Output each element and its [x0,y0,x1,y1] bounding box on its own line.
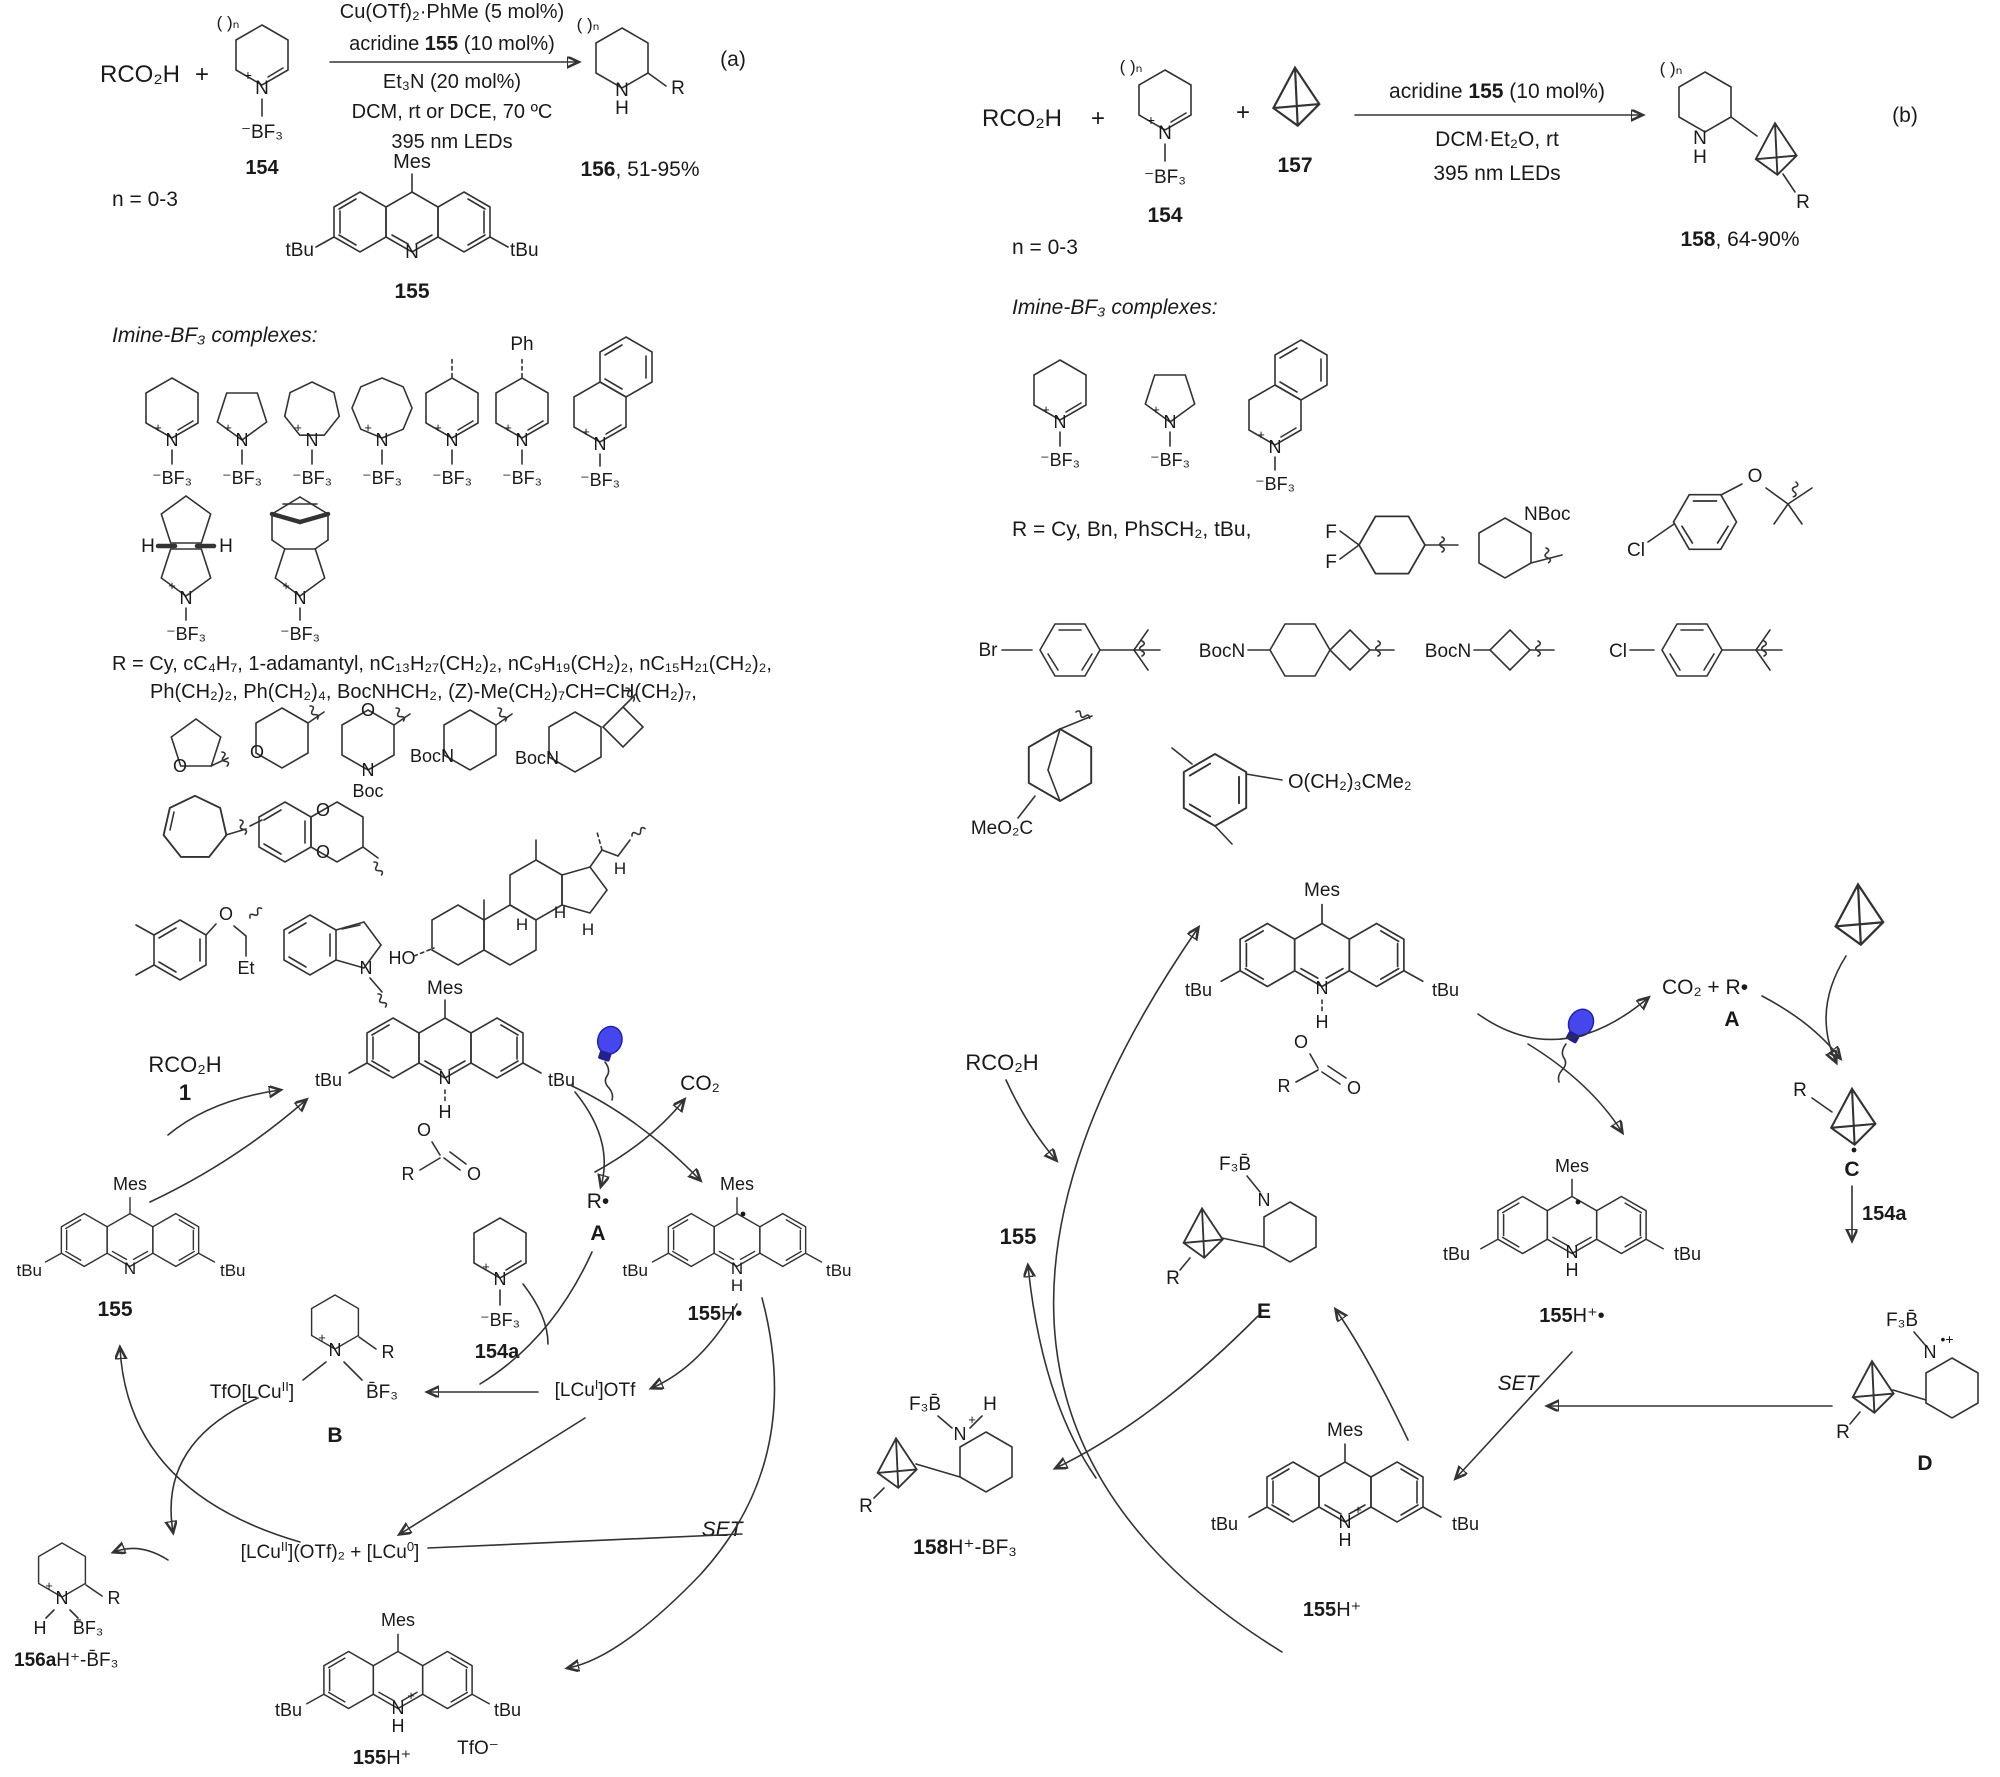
cl-atom: Cl [1627,540,1645,561]
ring-size-n: ( )ₙ [1119,57,1143,76]
n-atom: N [615,80,629,101]
bocn-group: BocN [514,748,560,768]
mes-group: Mes [393,151,431,173]
h-atom: H [581,920,595,939]
h-atom: H [553,903,567,922]
r-radical-a: R• [586,1190,610,1213]
r-b-meo2c-bicyclooctyl [971,710,1092,839]
r-groups-b-text: R = Cy, Bn, PhSCH₂, tBu, [1012,518,1252,541]
tbu-left: tBu [1210,1514,1238,1534]
bf3-group: ⁻BF₃ [240,122,284,143]
boc-group: Boc [352,781,384,801]
f-atom: F [1325,552,1337,573]
r-groups-a-line1: R = Cy, cC₄H₇, 1-adamantyl, nC₁₃H₂₇(CH₂)₂, nC₉H₁₉(CH₂)₂, nC₁₅H₂₁(CH₂)₂, [112,653,772,675]
n-atom: N [405,242,419,263]
condition-b3: 395 nm LEDs [1433,162,1561,185]
product-salt-156a-structure [14,1543,121,1671]
bf3-group: ⁻BF₃ [480,1310,520,1330]
h-atom: H [1315,1012,1329,1032]
intermediate-A-a: A [590,1222,606,1245]
compound-154a: 154a [474,1341,520,1363]
acridinyl-radical-155H-structure [622,1174,851,1325]
tfo-lcu-label: TfO[LCu$^{II}$] [209,1379,295,1403]
r-b-bocn-spiro [1199,624,1394,676]
tbu-right: tBu [1432,980,1460,1000]
intermediate-B: B [327,1424,343,1447]
plus-charge: + [968,1412,976,1427]
br-atom: Br [978,640,998,661]
imine-complexes-b [971,296,1812,844]
radical-C-structure [1793,1080,1875,1181]
intermediate-E: E [1256,1300,1272,1323]
plus-charge: + [482,1259,490,1274]
r-a-cycloheptenyl [164,796,262,857]
n-atom: N [1268,437,1282,457]
condition-a2: acridine 155 (10 mol%) [349,33,555,55]
n-atom: N [361,760,375,780]
panel-a-equation [100,1,746,303]
intermediate-C: C [1844,1158,1860,1181]
h-atom: H [1338,1530,1352,1550]
tbu-left: tBu [1184,980,1212,1000]
plus-charge: + [1257,427,1265,442]
r-group: R [1793,1080,1807,1101]
r-group: R [1166,1268,1180,1289]
mes-group: Mes [112,1174,148,1194]
bf3-group: ⁻BF₃ [362,468,402,488]
mechanism-a [14,978,852,1769]
panel-b-equation [982,57,1918,259]
r-b-dimethylphenyl-ether-chain [1172,748,1412,844]
reactant-acid-b: RCO₂H [982,105,1062,132]
h-atom: H [613,859,627,878]
h-atom: H [615,98,629,119]
n-atom: N [1693,128,1707,149]
plus-sign: + [1090,105,1106,132]
n-atom: N [165,430,179,450]
acridine-acid-complex-b [1185,880,1459,1098]
bf3-group: ⁻BF₃ [1040,450,1080,470]
tbu-right: tBu [220,1261,246,1280]
r-group: R [1836,1422,1850,1443]
o-atom: O [315,842,331,862]
condition-b1: acridine 155 (10 mol%) [1389,80,1605,103]
r-group: R [859,1496,873,1517]
bf3-group: ⁻BF₃ [222,468,262,488]
plus-charge: + [243,67,253,83]
imine-b-dihydroisoquinoline [1249,340,1327,494]
n-range-b: n = 0-3 [1012,236,1078,259]
tbu-left: tBu [314,1070,342,1090]
imine-b-5ring [1145,375,1194,470]
n-atom: N [305,430,319,450]
n-atom: N [1338,1512,1352,1532]
bf3-group: ⁻BF₃ [502,468,542,488]
n-atom: N [1257,1190,1271,1210]
condition-a5: 395 nm LEDs [391,131,513,153]
r-b-chlorophenoxy-dimethyl [1627,466,1812,561]
r-group: R [1796,192,1810,213]
rco2h-feed-a: RCO₂H [148,1052,222,1077]
o-atom: O [218,904,234,924]
triflate-anion: TfO⁻ [457,1738,499,1759]
tbu-left: tBu [16,1261,42,1280]
bf3-group: ⁻BF₃ [280,624,320,644]
bocn-group: BocN [409,746,455,766]
bicyclopentane-reagent [1836,884,1884,944]
tbu-right: tBu [826,1261,852,1280]
mes-group: Mes [1304,880,1340,901]
n-atom: N [359,958,373,978]
bf3-group: ⁻BF₃ [1150,450,1190,470]
r-a-thf [171,719,229,776]
tbu-left: tBu [274,1700,302,1720]
n-atom: N [1053,412,1067,432]
iminium-154a-structure [474,1218,526,1363]
n-atom: N [953,1424,967,1444]
f3b-group: F₃B̄ [908,1394,942,1415]
plus-charge: + [294,420,302,435]
bf3-group: ⁻BF₃ [292,468,332,488]
ph-group: Ph [510,334,534,355]
condition-a3: Et₃N (20 mol%) [382,71,522,93]
bf3-group: ⁻BF₃ [432,468,472,488]
bf3-group: ⁻BF₃ [1255,474,1295,494]
radical-cation-charge: •+ [1940,1331,1954,1347]
aminium-radical-D-structure [1836,1310,1978,1475]
arrow-label-154a: 154a [1862,1203,1907,1225]
et-group: Et [237,958,255,978]
o-atom: O [172,756,188,776]
n-atom: N [1923,1342,1937,1362]
h-atom: H [983,1394,997,1415]
imine-a-4-methyl [426,356,478,488]
mes-group: Mes [1554,1156,1590,1176]
bf3-group: ⁻BF₃ [152,468,192,488]
mes-group: Mes [719,1174,755,1194]
o-atom: O [416,1120,432,1140]
n-atom: N [438,1068,452,1088]
tbu-right: tBu [494,1700,522,1720]
r-a-thp [250,705,324,768]
r-group: R [107,1588,121,1608]
plus-charge: + [434,420,442,435]
h-atom: H [730,1276,744,1295]
plus-charge: + [1146,112,1156,128]
n-atom: N [445,430,459,450]
bf3-group: B̄F₃ [365,1382,399,1403]
plus-charge: + [364,420,372,435]
mes-group: Mes [427,978,463,999]
acridinium-155H-plus-a [275,1610,521,1769]
h-atom: H [1693,147,1707,168]
n-atom: N [123,1259,137,1278]
plus-charge: + [154,420,162,435]
f-atom: F [1325,522,1337,543]
bf3-group: ⁻BF₃ [580,470,620,490]
imine-b-6ring [1034,360,1086,470]
bf3-group: ⁻BF₃ [166,624,206,644]
r-b-difluorocyclohexyl [1325,516,1458,573]
plus-sign: + [194,61,210,88]
plus-charge: + [582,424,590,439]
iminium-154-structure [217,13,288,179]
n-atom: N [328,1340,342,1360]
r-a-morpholine-boc [342,700,410,801]
n-atom: N [1158,123,1172,144]
imine-a-8ring [352,378,412,488]
tbu-right: tBu [548,1070,576,1090]
imine-a-7ring [285,382,340,488]
o-atom: O [1747,466,1763,487]
n-atom: N [730,1259,744,1278]
label-155H-plus-radical: 155H⁺• [1539,1305,1605,1327]
imine-a-6ring [146,378,198,488]
plus-charge: + [1042,402,1050,417]
imine-a-bicyclopentane-fused [141,496,233,644]
o-atom: O [1293,1032,1309,1052]
plus-charge: + [224,420,232,435]
label-155H-radical: 155H• [687,1303,743,1325]
intermediate-A-b: A [1724,1008,1740,1031]
imine-header-a: Imine-BF₃ complexes: [112,324,318,347]
intermediate-D: D [1917,1452,1933,1475]
o-atom: O [1346,1078,1362,1098]
f3b-group: F₃B̄ [1885,1310,1919,1331]
plus-sign: + [1235,99,1251,126]
n-atom: N [235,430,249,450]
n-atom: N [179,588,193,608]
iminium-154-structure-b [1120,57,1191,227]
co2-a: CO₂ [680,1072,720,1095]
o-atom: O [249,742,265,762]
ho-group: HO [388,948,416,968]
set-label-b: SET [1497,1372,1539,1395]
copper-amine-complex-B [210,1295,398,1447]
bocn-group: BocN [1424,641,1472,662]
lcu2-label: [LCu$^{II}$](OTf)₂ + [LCu$^0$] [240,1539,420,1563]
lcu1-otf-label: [LCu$^I$]OTf [554,1377,636,1401]
ring-size-n: ( )ₙ [216,13,240,32]
amine-adduct-E-structure [1166,1154,1316,1323]
f3b-group: F₃B̄ [1218,1154,1252,1175]
condition-a4: DCM, rt or DCE, 70 ºC [351,101,553,123]
compound-155: 155 [97,1298,133,1321]
n-atom: N [593,434,607,454]
plus-charge: + [45,1578,53,1593]
mechanism-b [859,880,1978,1652]
n-atom: N [1315,978,1329,998]
plus-charge: + [318,1330,326,1345]
tbu-left: tBu [622,1261,648,1280]
imine-a-4-phenyl [496,334,548,488]
r-group: R [1277,1076,1291,1096]
acridinium-155H-plus-b [1211,1420,1479,1621]
r-b-chlorophenyl-dimethyl [1609,624,1782,676]
r-a-indolylmethyl [284,915,387,1008]
imine-a-dihydroisoquinoline [574,337,652,490]
n-atom: N [391,1698,405,1718]
plus-charge: + [168,578,176,593]
n-atom: N [515,430,529,450]
ring-size-n: ( )ₙ [1659,59,1683,78]
h-atom: H [391,1716,405,1736]
label-155H-plus-a: 155H⁺ [352,1747,412,1769]
label-155H-plus-b: 155H⁺ [1302,1599,1362,1621]
r-groups-a-line2: Ph(CH₂)₂, Ph(CH₂)₄, BocNHCH₂, (Z)-Me(CH₂)₇CH=CH(CH₂)₇, [150,681,697,703]
tbu-right: tBu [510,240,539,261]
bf3-group: B̄F₃ [72,1618,104,1638]
panel-a-tag: (a) [720,48,746,71]
n-atom: N [375,430,389,450]
r-group: R [401,1164,415,1184]
acridine-acid-complex-a [315,978,575,1184]
tbu-right: tBu [1452,1514,1480,1534]
h-atom: H [219,536,233,557]
r-b-bromophenyl-dimethyl [979,624,1161,676]
h-atom: H [33,1618,47,1638]
rco2h-feed-b: RCO₂H [965,1050,1039,1075]
n-atom: N [1163,412,1177,432]
ring-size-n: ( )ₙ [576,15,600,34]
product-156-structure [577,15,685,119]
product-158-structure [1660,59,1810,213]
led-lightbulb-icon-a [592,1023,626,1100]
o-atom: O [466,1164,482,1184]
panel-b-tag: (b) [1892,104,1918,127]
product-156-label: 156, 51-95% [580,158,700,181]
n-atom: N [55,1588,69,1608]
plus-charge: + [504,420,512,435]
mes-group: Mes [380,1610,416,1630]
r-groups-a [112,653,772,1008]
n-atom: N [255,78,269,99]
r-group: R [671,78,685,99]
meo2c-group: MeO₂C [970,818,1034,839]
imine-complexes-a [112,324,652,644]
compound-155-cycle-b: 155 [999,1224,1037,1249]
reactant-acid-a: RCO₂H [100,61,180,88]
n-atom: N [493,1269,507,1289]
n-range-a: n = 0-3 [112,188,178,211]
r-a-boc-piperidine [410,707,512,770]
r-a-steroid [389,827,647,968]
tbu-left: tBu [285,240,314,261]
nboc-group: NBoc [1524,504,1571,525]
cl-atom: Cl [1609,641,1627,662]
r-a-dimethylphenoxy [136,904,263,980]
n-atom: N [1565,1242,1579,1262]
mes-group: Mes [1327,1420,1363,1441]
compound-154: 154 [1147,204,1183,227]
r-b-nboc-piperidinyl [1479,504,1570,578]
o-atom: O [315,800,331,820]
plus-charge: + [1152,402,1160,417]
imine-header-b: Imine-BF₃ complexes: [1012,296,1218,319]
condition-b2: DCM·Et₂O, rt [1435,128,1559,151]
bf3-group: ⁻BF₃ [1143,167,1187,188]
r-group: R [381,1342,395,1362]
plus-charge: + [282,578,290,593]
tbu-left: tBu [1442,1244,1470,1264]
condition-a1: Cu(OTf)₂·PhMe (5 mol%) [339,1,565,23]
plus-charge: + [407,1688,415,1703]
bocn-group: BocN [1198,641,1246,662]
co2-plus-r-radical: CO₂ + R• [1661,976,1749,999]
ether-chain-label: O(CH₂)₃CMe₂ [1288,771,1412,793]
n-atom: N [293,588,307,608]
h-atom: H [141,536,155,557]
compound-155: 155 [394,280,430,303]
h-atom: H [1565,1260,1579,1280]
r-a-benzodioxine [259,800,383,876]
h-atom: H [515,915,529,934]
acridine-155-cycle-a [16,1174,245,1321]
compound-154: 154 [245,157,279,179]
imine-a-norbornene-fused [272,497,328,644]
product-salt-158H-structure [859,1394,1017,1559]
compound-157: 157 [1277,154,1313,177]
bicyclopentane-157 [1273,68,1319,177]
acridine-155-structure [285,151,538,303]
o-atom: O [360,700,376,720]
label-158-salt: 158H⁺-BF₃ [913,1536,1017,1559]
acridine-radical-cation-155H-structure [1443,1156,1701,1327]
h-atom: H [438,1102,452,1122]
imine-a-5ring [217,393,266,488]
label-156a-salt: 156aH⁺-B̄F₃ [14,1650,119,1671]
product-158-label: 158, 64-90% [1680,228,1800,251]
set-label-a: SET [701,1518,743,1541]
plus-charge: + [1354,1502,1362,1517]
compound-1: 1 [178,1080,192,1105]
tbu-right: tBu [1674,1244,1702,1264]
r-b-bocn-azetidinyl [1425,630,1554,670]
